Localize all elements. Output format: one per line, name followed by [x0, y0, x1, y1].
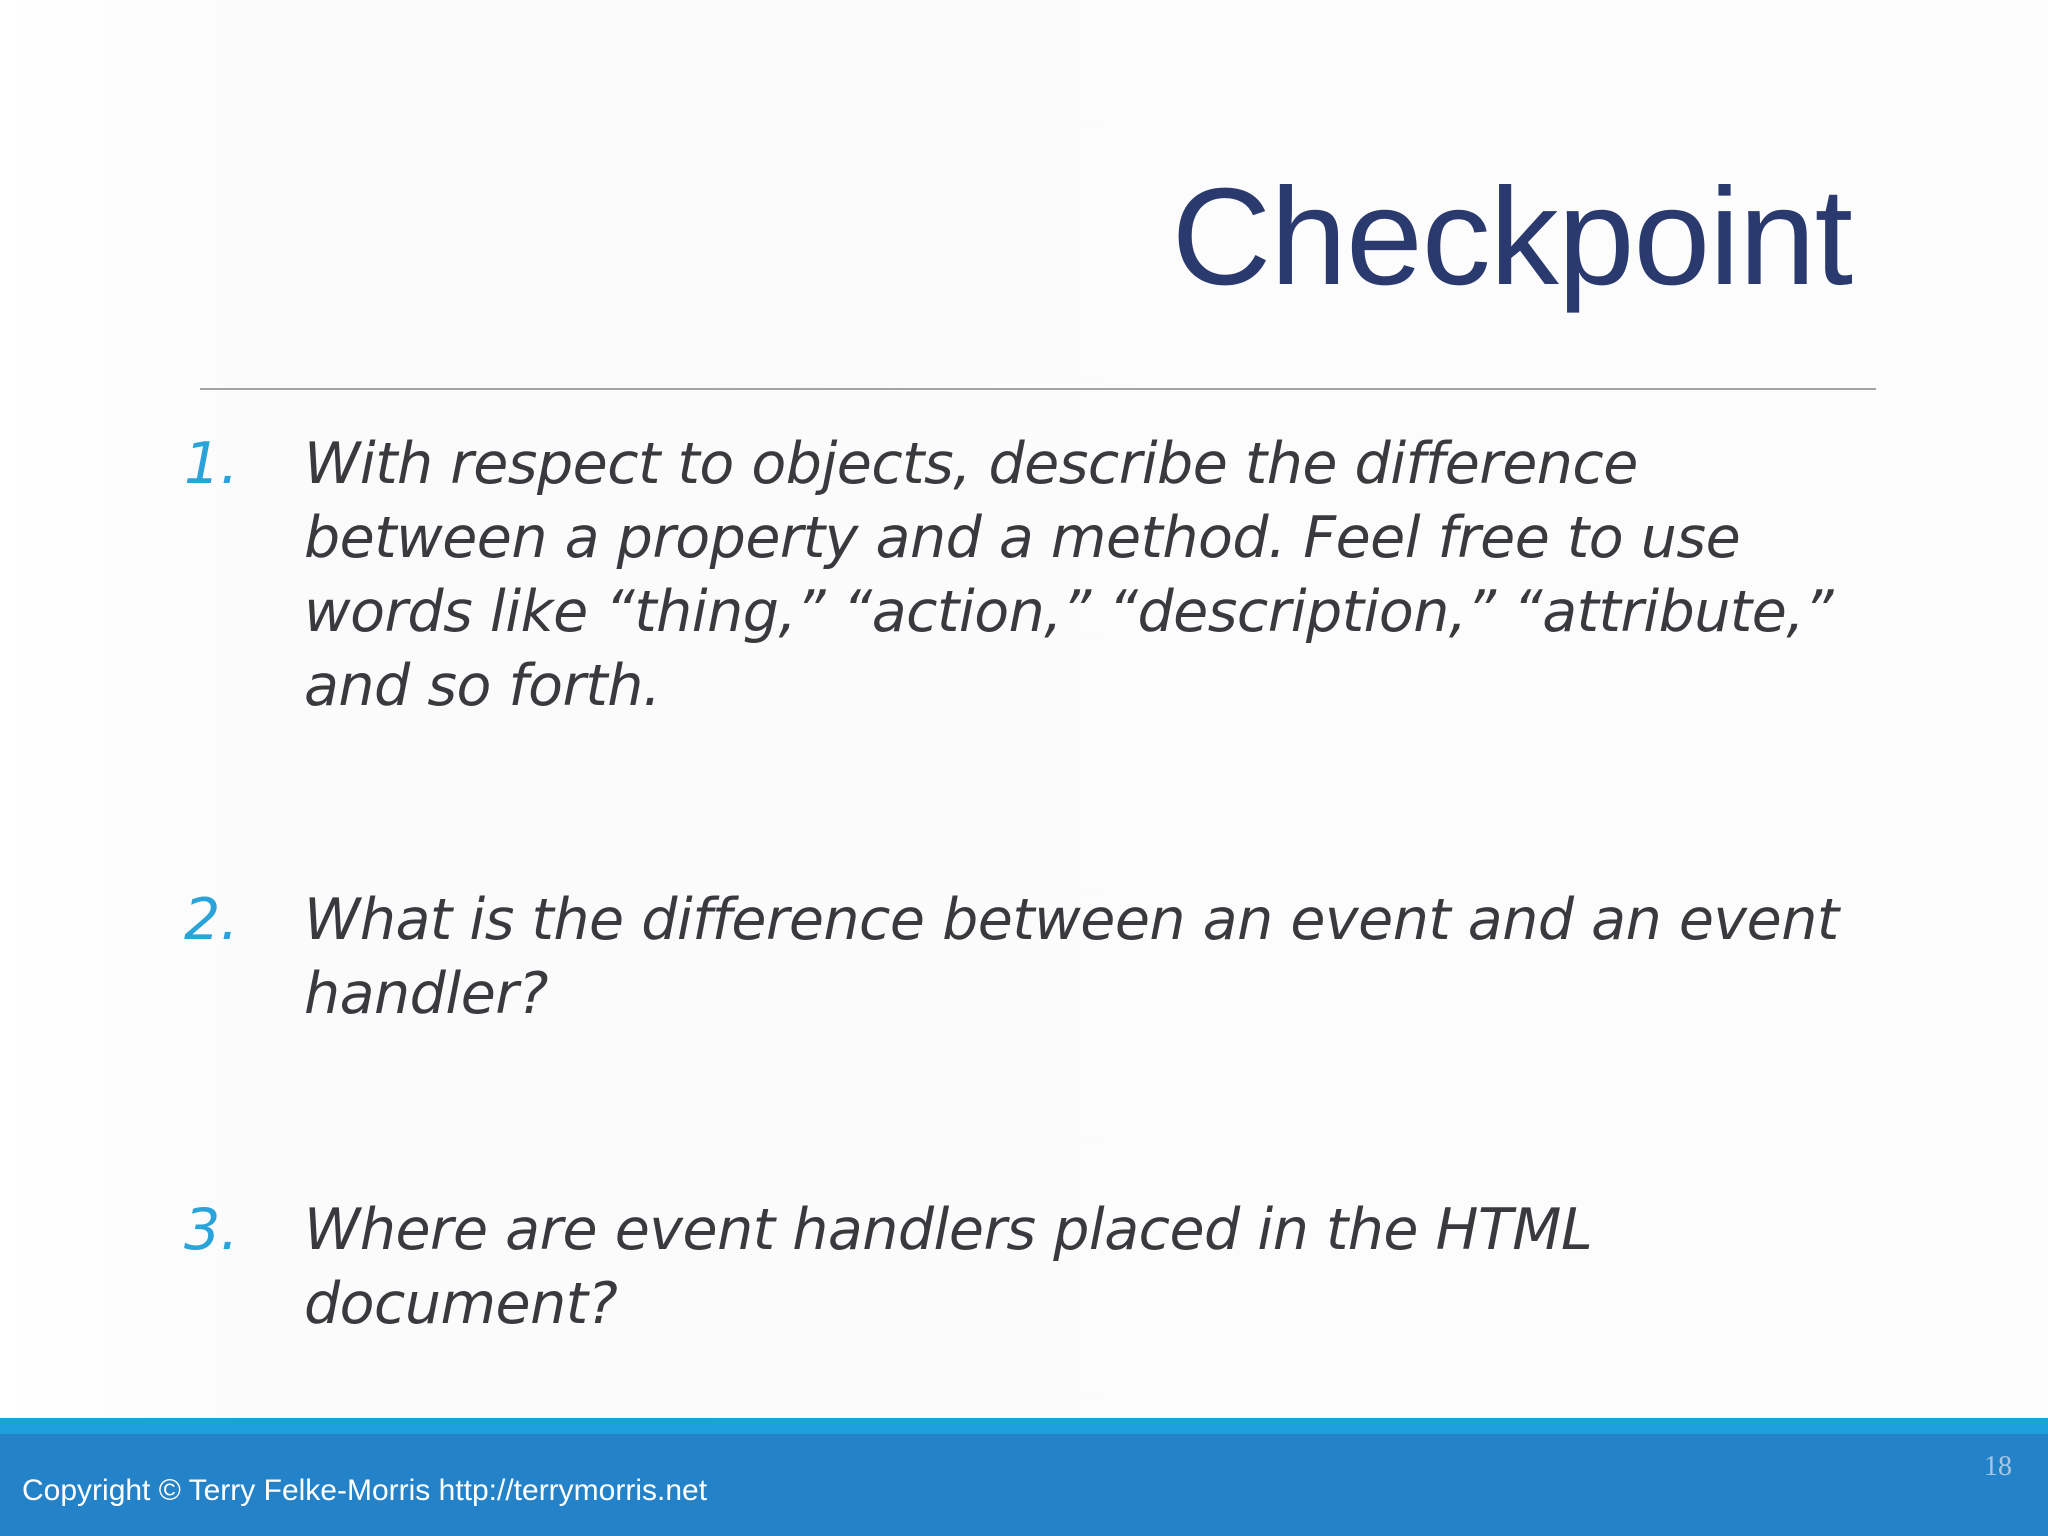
question-number: 2.	[184, 887, 239, 953]
question-text: Where are event handlers placed in the HTML document?	[304, 1197, 1593, 1337]
footer-accent-bar	[0, 1418, 2048, 1434]
question-number: 1.	[184, 431, 239, 497]
page-number: 18	[1984, 1451, 2012, 1482]
footer-copyright: Copyright © Terry Felke-Morris http://terrymorris.net	[22, 1474, 708, 1507]
question-number: 3.	[184, 1197, 239, 1263]
question-text: With respect to objects, describe the difference between a property and a method. Feel free to use words like “thing,” “action,” “description,” “attribute,” and so forth.	[304, 431, 1833, 719]
question-text: What is the difference between an event and an event handler?	[304, 887, 1839, 1027]
slide-title: Checkpoint	[1171, 160, 1852, 314]
